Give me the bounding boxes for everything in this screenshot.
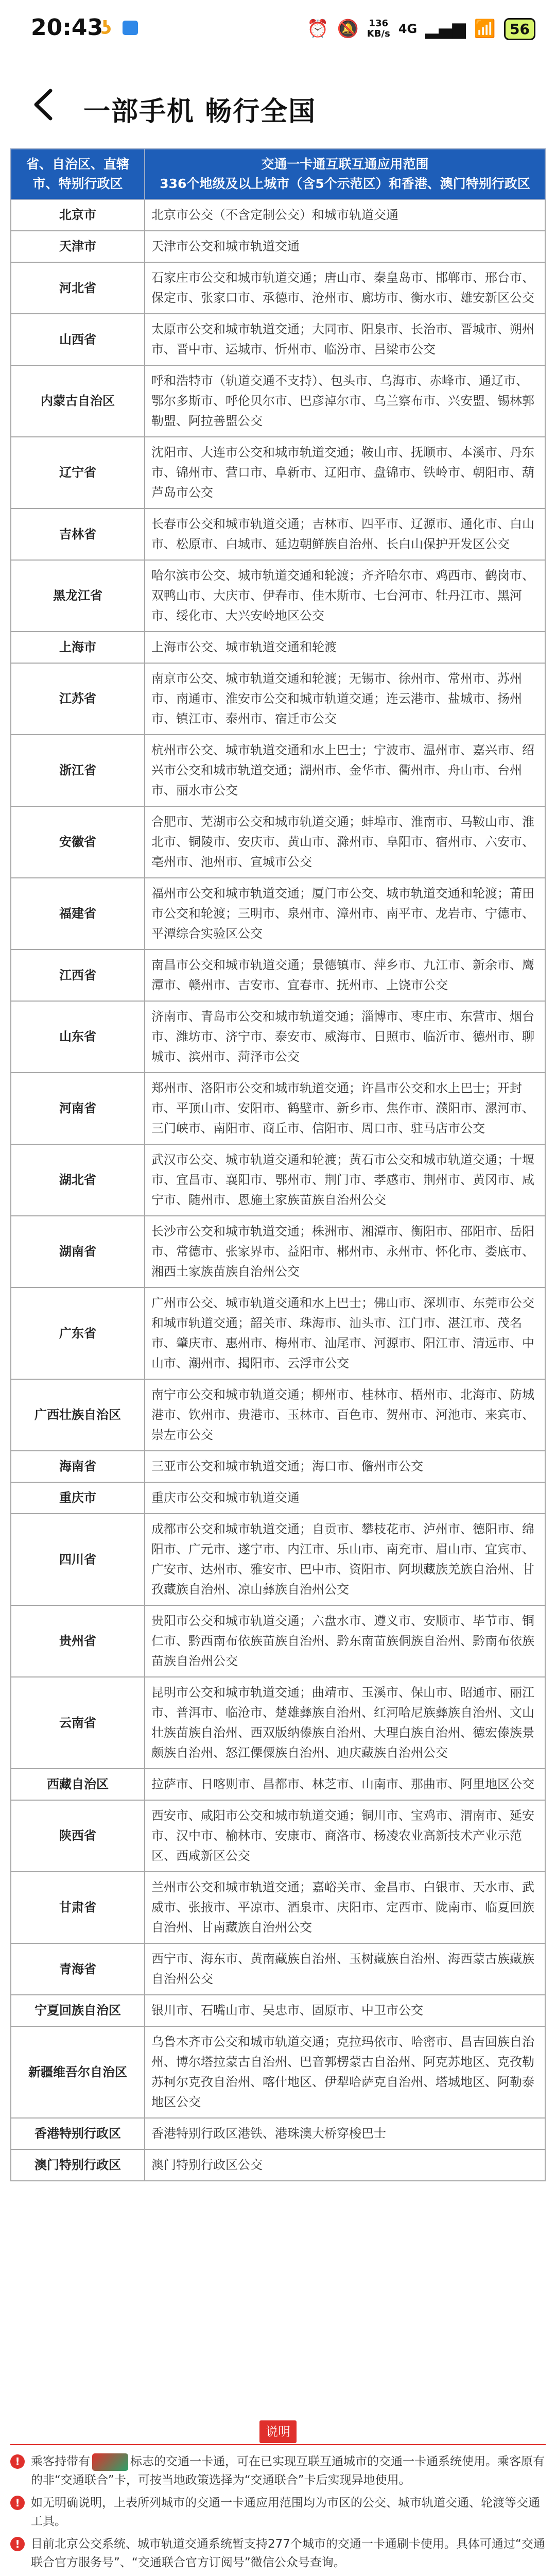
note-text: 目前北京公交系统、城市轨道交通系统暂支持277个城市的交通一卡通刷卡使用。具体可通过“交通联合官方服务号”、“交通联合官方订阅号”微信公众号查询。 [31, 2537, 545, 2569]
scope-cell: 拉萨市、日喀则市、昌都市、林芝市、山南市、那曲市、阿里地区公交 [145, 1769, 545, 1800]
info-icon: ! [10, 2496, 25, 2510]
region-cell: 北京市 [11, 199, 145, 231]
table-row [11, 806, 545, 878]
region-cell: 重庆市 [11, 1482, 145, 1514]
table-row [11, 1482, 545, 1514]
region-cell: 云南省 [11, 1677, 145, 1769]
table-row [11, 1769, 545, 1800]
scope-cell: 杭州市公交、城市轨道交通和水上巴士；宁波市、温州市、嘉兴市、绍兴市公交和城市轨道交通；湖州市、金华市、衢州市、舟山市、台州市、丽水市公交 [145, 735, 545, 806]
note-text [31, 2452, 546, 2489]
table-row [11, 735, 545, 806]
table-row [11, 950, 545, 1001]
region-cell: 江苏省 [11, 663, 145, 735]
scope-cell: 长春市公交和城市轨道交通；吉林市、四平市、辽源市、通化市、白山市、松原市、白城市、延边朝鲜族自治州、长白山保护开发区公交 [145, 509, 545, 560]
region-cell: 内蒙古自治区 [11, 365, 145, 437]
scope-cell: 西宁市、海东市、黄南藏族自治州、玉树藏族自治州、海西蒙古族藏族自治州公交 [145, 1943, 545, 1995]
table-row [11, 878, 545, 950]
status-bar [0, 0, 556, 57]
scope-cell: 广州市公交、城市轨道交通和水上巴士；佛山市、深圳市、东莞市公交和城市轨道交通；韶关市、珠海市、汕头市、江门市、湛江市、茂名市、肇庆市、惠州市、梅州市、汕尾市、河源市、阳江市、清远市、中山市、潮州市、揭阳市、云浮市公交 [145, 1287, 545, 1379]
table-row [11, 2149, 545, 2181]
app-notification-icon: ʖ [101, 18, 112, 39]
table-body [11, 199, 545, 2181]
table-row [11, 314, 545, 365]
region-cell: 江西省 [11, 950, 145, 1001]
coverage-table [10, 148, 546, 2181]
table-row [11, 1872, 545, 1943]
region-cell: 澳门特别行政区 [11, 2149, 145, 2181]
scope-cell: 武汉市公交、城市轨道交通和轮渡；黄石市公交和城市轨道交通；十堰市、宜昌市、襄阳市、鄂州市、荆门市、孝感市、荆州市、黄冈市、咸宁市、随州市、恩施土家族苗族自治州公交 [145, 1144, 545, 1216]
table-row [11, 663, 545, 735]
scope-header-line1: 交通一卡通互联互通应用范围 [261, 157, 429, 172]
scope-header-line2: 336个地级及以上城市（含5个示范区）和香港、澳门特别行政区 [160, 176, 530, 191]
scope-cell: 沈阳市、大连市公交和城市轨道交通；鞍山市、抚顺市、本溪市、丹东市、锦州市、营口市、阜新市、辽阳市、盘锦市、铁岭市、朝阳市、葫芦岛市公交 [145, 437, 545, 509]
region-cell: 浙江省 [11, 735, 145, 806]
region-cell: 宁夏回族自治区 [11, 1995, 145, 2026]
scope-cell: 哈尔滨市公交、城市轨道交通和轮渡；齐齐哈尔市、鸡西市、鹤岗市、双鸭山市、大庆市、伊春市、佳木斯市、七台河市、牡丹江市、黑河市、绥化市、大兴安岭地区公交 [145, 560, 545, 632]
region-cell: 辽宁省 [11, 437, 145, 509]
table-row [11, 509, 545, 560]
note-item [10, 2535, 546, 2572]
region-cell: 贵州省 [11, 1605, 145, 1677]
table-header-row [11, 149, 545, 199]
scope-cell: 重庆市公交和城市轨道交通 [145, 1482, 545, 1514]
table-row [11, 1995, 545, 2026]
alarm-icon: ⏰ [307, 19, 329, 39]
table-row [11, 1605, 545, 1677]
table-row [11, 1144, 545, 1216]
scope-cell: 银川市、石嘴山市、吴忠市、固原市、中卫市公交 [145, 1995, 545, 2026]
scope-cell: 呼和浩特市（轨道交通不支持）、包头市、乌海市、赤峰市、通辽市、鄂尔多斯市、呼伦贝尔市、巴彦淖尔市、乌兰察布市、兴安盟、锡林郭勒盟、阿拉善盟公交 [145, 365, 545, 437]
page-title: 一部手机 畅行全国 [83, 96, 317, 127]
scope-cell: 三亚市公交和城市轨道交通；海口市、儋州市公交 [145, 1451, 545, 1482]
table-row [11, 231, 545, 262]
network-speed [367, 19, 390, 39]
table-row [11, 2118, 545, 2149]
speed-unit: KB/s [367, 28, 390, 39]
region-cell: 河南省 [11, 1073, 145, 1144]
scope-cell: 郑州市、洛阳市公交和城市轨道交通；许昌市公交和水上巴士；开封市、平顶山市、安阳市、鹤壁市、新乡市、焦作市、濮阳市、漯河市、三门峡市、南阳市、商丘市、信阳市、周口市、驻马店市公交 [145, 1073, 545, 1144]
table-row [11, 632, 545, 663]
wifi-icon: 📶 [474, 19, 496, 39]
table-row [11, 1001, 545, 1073]
notes-section [10, 2452, 546, 2576]
scope-cell: 合肥市、芜湖市公交和城市轨道交通；蚌埠市、淮南市、马鞍山市、淮北市、铜陵市、安庆市、黄山市、滁州市、阜阳市、宿州市、六安市、亳州市、池州市、宣城市公交 [145, 806, 545, 878]
status-indicators [307, 13, 535, 44]
transport-card-logo [92, 2453, 128, 2471]
table-row [11, 560, 545, 632]
column-header-scope [145, 149, 545, 199]
app-header [0, 57, 556, 149]
scope-cell: 西安市、咸阳市公交和城市轨道交通；铜川市、宝鸡市、渭南市、延安市、汉中市、榆林市、安康市、商洛市、杨凌农业高新技术产业示范区、西咸新区公交 [145, 1800, 545, 1872]
table-row [11, 1216, 545, 1287]
column-header-region: 省、自治区、直辖市、特别行政区 [11, 149, 145, 199]
region-cell: 四川省 [11, 1514, 145, 1605]
region-cell: 山西省 [11, 314, 145, 365]
scope-cell: 福州市公交和城市轨道交通；厦门市公交、城市轨道交通和轮渡；莆田市公交和轮渡；三明市、泉州市、漳州市、南平市、龙岩市、宁德市、平潭综合实验区公交 [145, 878, 545, 950]
region-cell: 广东省 [11, 1287, 145, 1379]
message-notification-icon [123, 21, 138, 35]
table-row [11, 1073, 545, 1144]
table-row [11, 437, 545, 509]
scope-cell: 南宁市公交和城市轨道交通；柳州市、桂林市、梧州市、北海市、防城港市、钦州市、贵港市、玉林市、百色市、贺州市、河池市、来宾市、崇左市公交 [145, 1379, 545, 1451]
scope-cell: 石家庄市公交和城市轨道交通；唐山市、秦皇岛市、邯郸市、邢台市、保定市、张家口市、承德市、沧州市、廊坊市、衡水市、雄安新区公交 [145, 262, 545, 314]
scope-cell: 南京市公交、城市轨道交通和轮渡；无锡市、徐州市、常州市、苏州市、南通市、淮安市公交和城市轨道交通；连云港市、盐城市、扬州市、镇江市、泰州市、宿迁市公交 [145, 663, 545, 735]
region-cell: 青海省 [11, 1943, 145, 1995]
scope-cell: 乌鲁木齐市公交和城市轨道交通；克拉玛依市、哈密市、昌吉回族自治州、博尔塔拉蒙古自治州、巴音郭楞蒙古自治州、阿克苏地区、克孜勒苏柯尔克孜自治州、喀什地区、伊犁哈萨克自治州、塔城地区、阿勒泰地区公交 [145, 2026, 545, 2118]
network-type: 4G [398, 22, 418, 36]
note-text: 如无明确说明，上表所列城市的交通一卡通应用范围均为市区的公交、城市轨道交通、轮渡等交通工具。 [31, 2496, 540, 2528]
battery-indicator: 56 [504, 18, 535, 40]
scope-cell: 太原市公交和城市轨道交通；大同市、阳泉市、长治市、晋城市、朔州市、晋中市、运城市、忻州市、临汾市、吕梁市公交 [145, 314, 545, 365]
scope-cell: 兰州市公交和城市轨道交通；嘉峪关市、金昌市、白银市、天水市、武威市、张掖市、平凉市、酒泉市、庆阳市、定西市、陇南市、临夏回族自治州、甘南藏族自治州公交 [145, 1872, 545, 1943]
scope-cell: 北京市公交（不含定制公交）和城市轨道交通 [145, 199, 545, 231]
table-row [11, 1943, 545, 1995]
scope-cell: 昆明市公交和城市轨道交通；曲靖市、玉溪市、保山市、昭通市、丽江市、普洱市、临沧市、楚雄彝族自治州、红河哈尼族彝族自治州、文山壮族苗族自治州、西双版纳傣族自治州、大理白族自治州、德宏傣族景颇族自治州、怒江傈僳族自治州、迪庆藏族自治州公交 [145, 1677, 545, 1769]
info-icon: ! [10, 2454, 25, 2469]
scope-cell: 南昌市公交和城市轨道交通；景德镇市、萍乡市、九江市、新余市、鹰潭市、赣州市、吉安市、宜春市、抚州市、上饶市公交 [145, 950, 545, 1001]
mute-icon: 🔕 [337, 19, 359, 39]
region-cell: 陕西省 [11, 1800, 145, 1872]
region-cell: 山东省 [11, 1001, 145, 1073]
table-row [11, 262, 545, 314]
scope-cell: 天津市公交和城市轨道交通 [145, 231, 545, 262]
table-row [11, 1451, 545, 1482]
notes-divider [10, 2444, 546, 2445]
region-cell: 湖南省 [11, 1216, 145, 1287]
region-cell: 河北省 [11, 262, 145, 314]
region-cell: 天津市 [11, 231, 145, 262]
region-cell: 黑龙江省 [11, 560, 145, 632]
region-cell: 西藏自治区 [11, 1769, 145, 1800]
scope-cell: 贵阳市公交和城市轨道交通；六盘水市、遵义市、安顺市、毕节市、铜仁市、黔西南布依族苗族自治州、黔东南苗族侗族自治州、黔南布依族苗族自治州公交 [145, 1605, 545, 1677]
region-cell: 安徽省 [11, 806, 145, 878]
note-text-after: 标志的交通一卡通，可在已实现互联互通城市的交通一卡通系统使用。乘客原有的非“交通联合”卡，可按当地政策选择为“交通联合”卡后实现异地使用。 [31, 2455, 545, 2487]
table-row [11, 1800, 545, 1872]
scope-cell: 成都市公交和城市轨道交通；自贡市、攀枝花市、泸州市、德阳市、绵阳市、广元市、遂宁市、内江市、乐山市、南充市、眉山市、宜宾市、广安市、达州市、雅安市、巴中市、资阳市、阿坝藏族羌族自治州、甘孜藏族自治州、凉山彝族自治州公交 [145, 1514, 545, 1605]
table-row [11, 199, 545, 231]
region-cell: 海南省 [11, 1451, 145, 1482]
speed-value: 136 [369, 18, 389, 29]
region-cell: 上海市 [11, 632, 145, 663]
note-text-before: 乘客持带有 [31, 2455, 90, 2468]
region-cell: 福建省 [11, 878, 145, 950]
scope-cell: 香港特别行政区港铁、港珠澳大桥穿梭巴士 [145, 2118, 545, 2149]
table-row [11, 1287, 545, 1379]
region-cell: 湖北省 [11, 1144, 145, 1216]
scope-cell: 长沙市公交和城市轨道交通；株洲市、湘潭市、衡阳市、邵阳市、岳阳市、常德市、张家界市、益阳市、郴州市、永州市、怀化市、娄底市、湘西土家族苗族自治州公交 [145, 1216, 545, 1287]
scope-cell: 济南市、青岛市公交和城市轨道交通；淄博市、枣庄市、东营市、烟台市、潍坊市、济宁市、泰安市、威海市、日照市、临沂市、德州市、聊城市、滨州市、菏泽市公交 [145, 1001, 545, 1073]
notes-tab: 说明 [259, 2420, 297, 2443]
status-time: 20:43 [31, 14, 103, 41]
table-row [11, 365, 545, 437]
note-item [10, 2452, 546, 2489]
table-row [11, 1677, 545, 1769]
back-arrow-icon[interactable] [29, 87, 60, 123]
scope-cell: 上海市公交、城市轨道交通和轮渡 [145, 632, 545, 663]
scope-cell: 澳门特别行政区公交 [145, 2149, 545, 2181]
region-cell: 吉林省 [11, 509, 145, 560]
region-cell: 新疆维吾尔自治区 [11, 2026, 145, 2118]
signal-icon: ▂▄▆ [425, 19, 466, 39]
region-cell: 甘肃省 [11, 1872, 145, 1943]
table-row [11, 1379, 545, 1451]
info-icon: ! [10, 2537, 25, 2551]
note-item [10, 2494, 546, 2531]
region-cell: 香港特别行政区 [11, 2118, 145, 2149]
table-row [11, 1514, 545, 1605]
region-cell: 广西壮族自治区 [11, 1379, 145, 1451]
table-row [11, 2026, 545, 2118]
